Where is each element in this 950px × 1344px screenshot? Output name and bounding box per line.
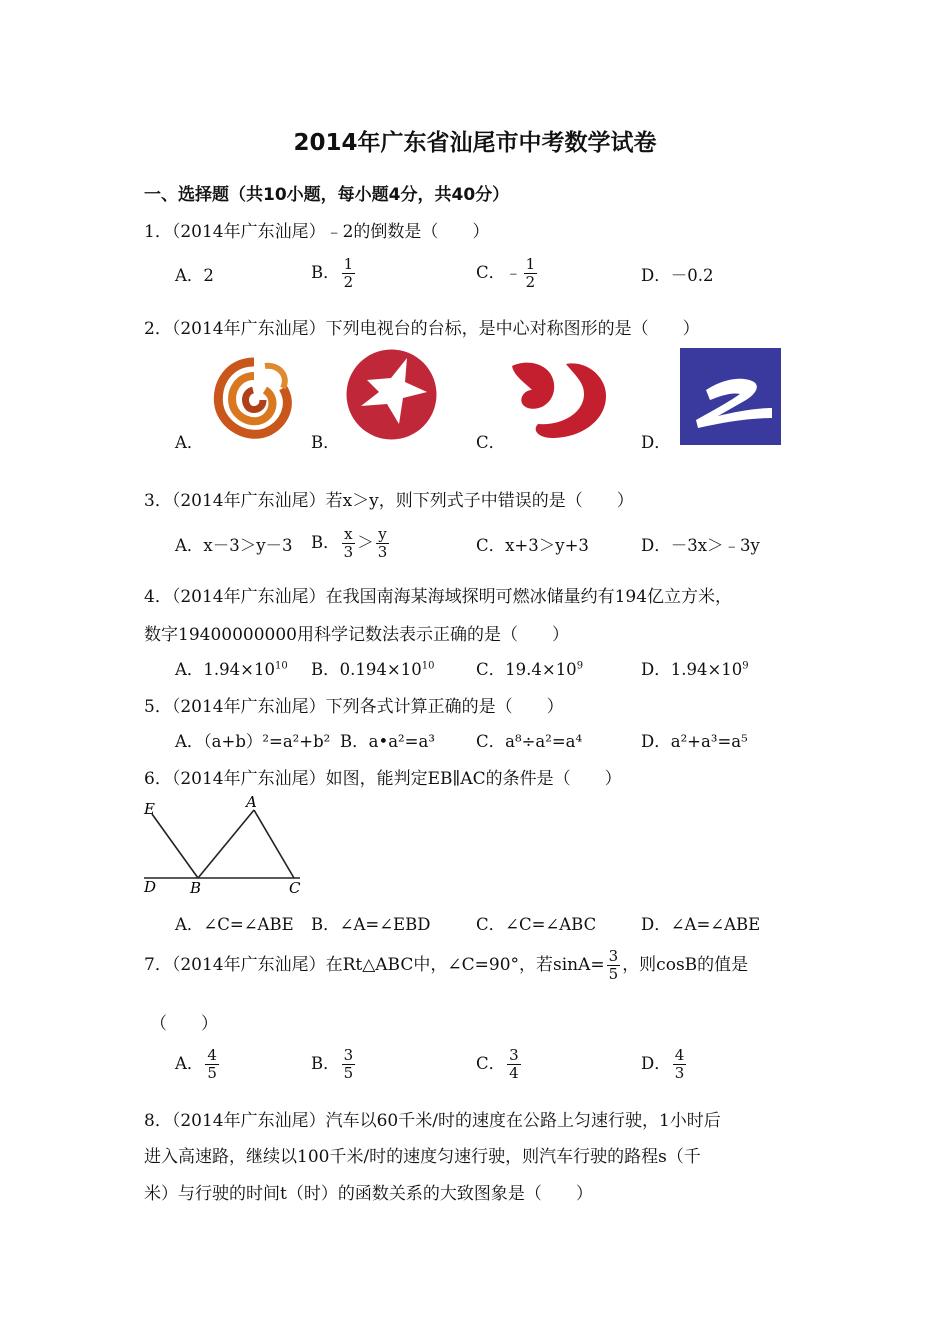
- fraction: $\frac{3}{5}$: [343, 1046, 354, 1082]
- fraction: $\frac{y}{3}$: [377, 525, 388, 561]
- fraction: $\frac{3}{5}$: [608, 947, 619, 983]
- fraction: $\frac{3}{4}$: [509, 1046, 519, 1082]
- q4-option-c: C．$19.4\times 10^9$: [476, 660, 584, 679]
- q6-option-b: B．∠A=∠EBD: [311, 915, 431, 934]
- wave-logo-icon: [680, 348, 781, 449]
- q4-option-b: B．$0.194\times 10^{10}$: [311, 660, 435, 679]
- point-a-label: A: [246, 793, 257, 811]
- q2-option-d: D．: [641, 433, 671, 452]
- q6-option-d: D．∠A=∠ABE: [641, 915, 761, 934]
- q7-option-a: A． $\frac{4}{5}$: [175, 1046, 217, 1082]
- segment-eb: [152, 814, 198, 878]
- question-2-stem: 2．（2014年广东汕尾）下列电视台的台标，是中心对称图形的是（ ）: [144, 319, 700, 339]
- question-7-paren: （ ）: [150, 1014, 218, 1034]
- q6-option-c: C．∠C=∠ABC: [476, 915, 597, 934]
- q6-option-a: A．∠C=∠ABE: [175, 915, 294, 934]
- point-b-label: B: [190, 879, 202, 897]
- question-8-line1: 8．（2014年广东汕尾）汽车以60千米/时的速度在公路上匀速行驶，1小时后: [144, 1111, 721, 1131]
- q7-option-d: D． $\frac{4}{3}$: [641, 1046, 685, 1082]
- spiral-logo-icon: [209, 354, 299, 448]
- segment-ba: [198, 810, 254, 878]
- point-d-label: D: [144, 878, 157, 896]
- q2-option-b: B．: [311, 433, 340, 452]
- q5-option-c: C．a⁸÷a²=a⁴: [476, 732, 583, 751]
- fraction: $\frac{x}{3}$: [343, 525, 354, 561]
- q3-option-d: D．－3x＞﹣3y: [641, 536, 760, 555]
- q7-option-c: C． $\frac{3}{4}$: [476, 1046, 519, 1082]
- segment-ac: [254, 810, 294, 878]
- question-6-stem: 6．（2014年广东汕尾）如图，能判定EB∥AC的条件是（ ）: [144, 769, 622, 789]
- fraction: $\frac{4}{5}$: [207, 1046, 217, 1082]
- q2-option-a: A．: [175, 433, 204, 452]
- question-1-stem: 1．（2014年广东汕尾）﹣2的倒数是（ ）: [144, 222, 490, 242]
- q1-option-c: C．﹣ $\frac{1}{2}$: [476, 255, 536, 291]
- q5-option-b: B．a•a²=a³: [340, 732, 435, 751]
- q1-option-d: D．－0.2: [641, 266, 714, 285]
- point-e-label: E: [144, 800, 155, 818]
- question-7-stem: 7．（2014年广东汕尾）在Rt△ABC中，∠C=90°，若sinA= $\frac{3}{5}$ ，则cosB的值是: [144, 947, 749, 983]
- question-4-stem-line2: 数字19400000000用科学记数法表示正确的是（ ）: [144, 625, 569, 645]
- question-8-line2: 进入高速路，继续以100千米/时的速度匀速行驶，则汽车行驶的路程s（千: [144, 1147, 701, 1167]
- q7-option-b: B． $\frac{3}{5}$: [311, 1046, 354, 1082]
- q2-option-c: C．: [476, 433, 506, 452]
- star-logo-icon: [345, 348, 438, 445]
- curved-logo-icon: [508, 356, 610, 448]
- q3-option-a: A．x－3＞y－3: [175, 536, 293, 555]
- q4-option-d: D．$1.94\times 10^9$: [641, 660, 749, 679]
- q3-option-c: C．x+3＞y+3: [476, 536, 589, 555]
- q1-option-a: A．2: [175, 266, 214, 285]
- question-5-stem: 5．（2014年广东汕尾）下列各式计算正确的是（ ）: [144, 697, 564, 717]
- q5-option-a: A．（a+b）²=a²+b²: [175, 732, 331, 751]
- fraction: $\frac{1}{2}$: [525, 255, 536, 291]
- section-heading: 一、选择题（共10小题，每小题4分，共40分）: [144, 185, 510, 205]
- question-3-stem: 3．（2014年广东汕尾）若x＞y，则下列式子中错误的是（ ）: [144, 491, 634, 511]
- fraction: $\frac{1}{2}$: [343, 255, 354, 291]
- q5-option-d: D．a²+a³=a⁵: [641, 732, 748, 751]
- question-4-stem-line1: 4．（2014年广东汕尾）在我国南海某海域探明可燃冰储量约有194亿立方米，: [144, 587, 733, 607]
- q4-option-a: A．$1.94\times 10^{10}$: [175, 660, 288, 679]
- q3-option-b: B． $\frac{x}{3}$ ＞ $\frac{y}{3}$: [311, 525, 388, 561]
- question-8-line3: 米）与行驶的时间t（时）的函数关系的大致图象是（ ）: [144, 1184, 593, 1204]
- page-title: 2014年广东省汕尾市中考数学试卷: [293, 130, 657, 156]
- point-c-label: C: [289, 879, 301, 897]
- q1-option-b: B． $\frac{1}{2}$: [311, 255, 354, 291]
- fraction: $\frac{4}{3}$: [674, 1046, 685, 1082]
- geometry-figure: [140, 792, 310, 902]
